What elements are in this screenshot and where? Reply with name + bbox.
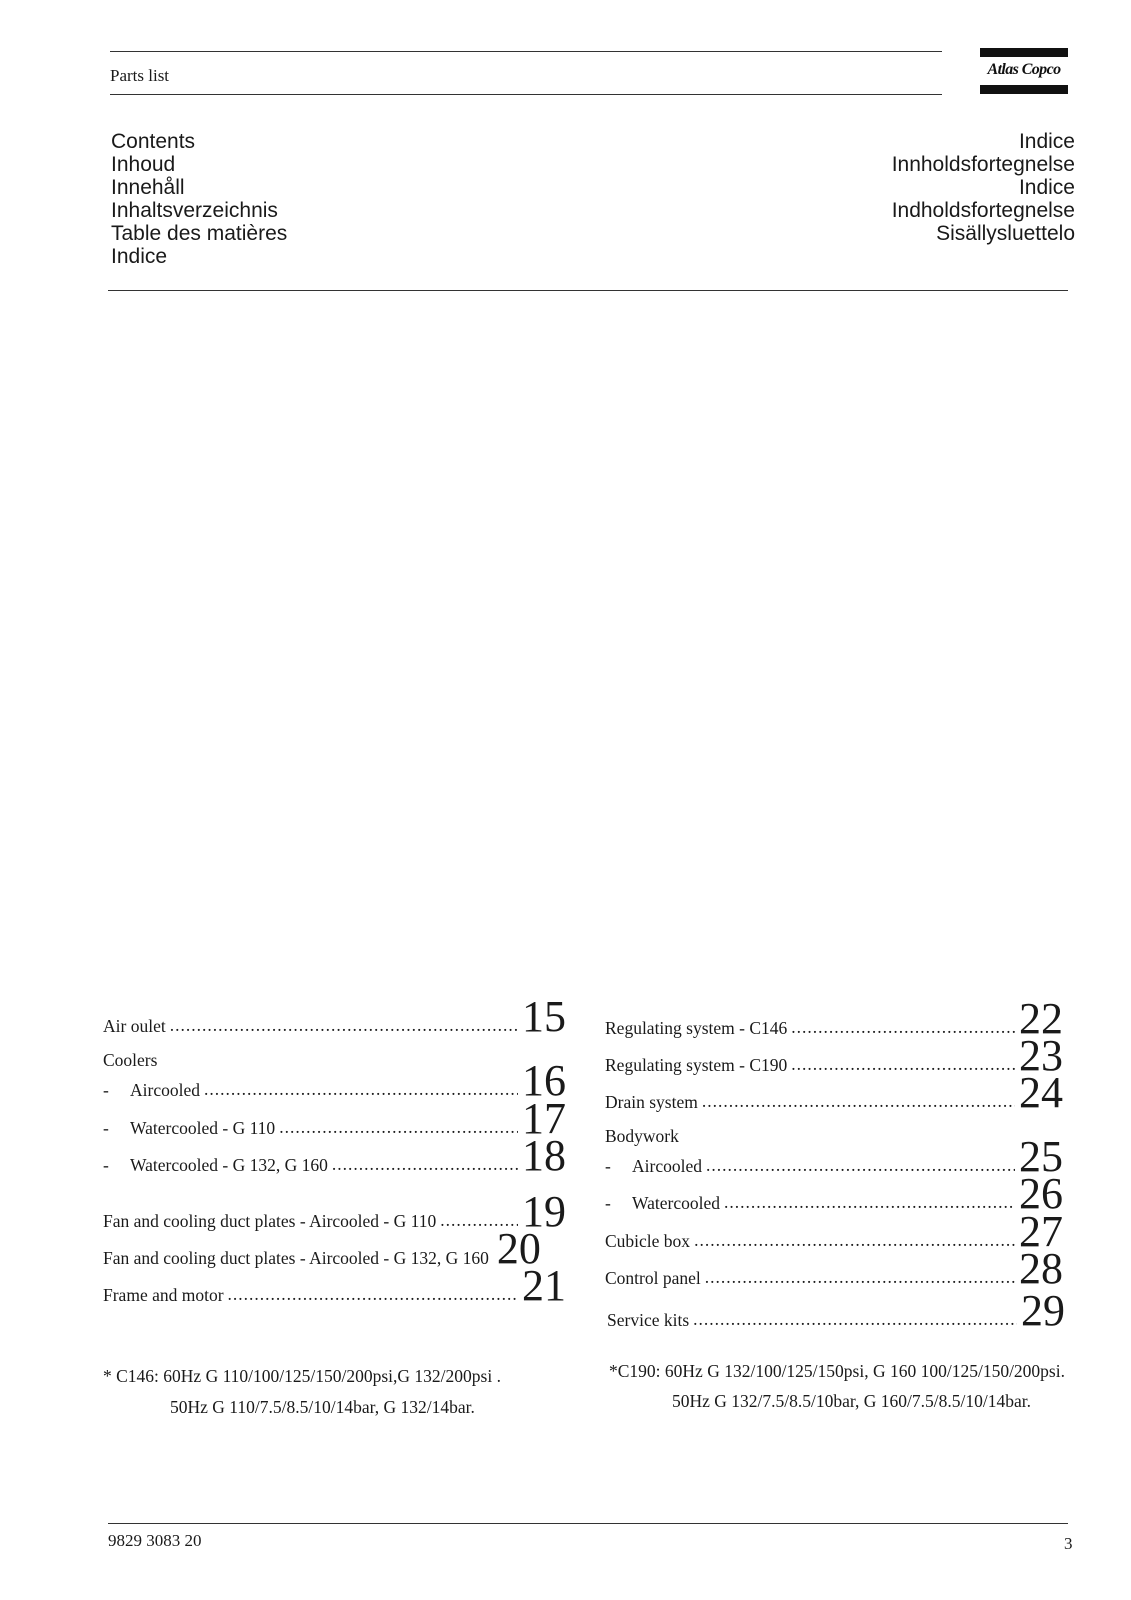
- note-c146-line2: 50Hz G 110/7.5/8.5/10/14bar, G 132/14bar.: [170, 1397, 475, 1417]
- leader-dots: [228, 1286, 518, 1307]
- list-dash: -: [103, 1080, 109, 1100]
- list-dash: -: [605, 1156, 611, 1176]
- toc-label: Regulating system - C146: [605, 1018, 788, 1038]
- leader-dots: [693, 1311, 1017, 1332]
- toc-page-number: 21: [522, 1261, 566, 1310]
- toc-page-number: 16: [522, 1056, 566, 1105]
- leader-dots: [724, 1194, 1015, 1215]
- toc-label: Watercooled - G 110: [130, 1118, 276, 1138]
- toc-label: Aircooled: [632, 1156, 702, 1176]
- leader-dots: [702, 1093, 1015, 1114]
- header-top-rule: [110, 51, 942, 52]
- toc-label: Watercooled - G 132, G 160: [130, 1155, 328, 1175]
- toc-label: Control panel: [605, 1268, 701, 1288]
- title-inhoud: Inhoud: [111, 153, 176, 176]
- title-innholdsfortegnelse: Innholdsfortegnelse: [891, 153, 1075, 176]
- toc-page-number: 26: [1019, 1169, 1063, 1218]
- leader-dots: [170, 1017, 518, 1038]
- toc-page-number: 22: [1019, 994, 1063, 1043]
- toc-entry-cubicle-box[interactable]: [605, 1207, 1065, 1256]
- leader-dots: [204, 1081, 518, 1102]
- toc-page-number: 27: [1019, 1207, 1063, 1256]
- section-heading-coolers: Coolers: [103, 1050, 158, 1070]
- toc-label: Regulating system - C190: [605, 1055, 788, 1075]
- toc-label: Service kits: [607, 1310, 690, 1330]
- atlas-copco-logo: [980, 48, 1068, 94]
- list-dash: -: [605, 1193, 611, 1213]
- toc-entry-regulating-c190[interactable]: [605, 1031, 1065, 1080]
- titles-rule: [108, 290, 1068, 291]
- title-indice: Indice: [1018, 176, 1075, 199]
- toc-entry-fan-duct-g132-g160[interactable]: [103, 1224, 568, 1273]
- document-number: 9829 3083 20: [108, 1531, 202, 1550]
- list-dash: -: [103, 1118, 109, 1138]
- toc-label: Aircooled: [130, 1080, 200, 1100]
- toc-page-number: 17: [522, 1094, 566, 1143]
- title-indholdsfortegnelse: Indholdsfortegnelse: [891, 199, 1075, 222]
- toc-entry-service-kits[interactable]: [607, 1286, 1067, 1335]
- toc-label: Frame and motor: [103, 1285, 224, 1305]
- contents-titles-right: [892, 130, 1075, 245]
- section-heading-bodywork: Bodywork: [605, 1126, 679, 1146]
- toc-entry-control-panel[interactable]: [605, 1244, 1065, 1293]
- toc-page-number: 20: [496, 1224, 541, 1273]
- title-sisallysluettelo: Sisällysluettelo: [936, 222, 1075, 245]
- toc-page-number: 25: [1019, 1132, 1063, 1181]
- toc-label: Fan and cooling duct plates - Aircooled - G 110: [103, 1211, 437, 1231]
- title-contents: Contents: [111, 130, 196, 153]
- contents-titles-left: [111, 130, 287, 268]
- note-c190-line1: *C190: 60Hz G 132/100/125/150psi, G 160 100/125/150/200psi.: [609, 1361, 1065, 1381]
- toc-label: Fan and cooling duct plates - Aircooled - G 132, G 160: [103, 1248, 489, 1268]
- toc-page-number: 15: [522, 992, 566, 1041]
- toc-page-number: 19: [522, 1187, 566, 1236]
- leader-dots: [332, 1156, 518, 1177]
- toc-page-number: 23: [1019, 1031, 1063, 1080]
- toc-page-number: 29: [1021, 1286, 1065, 1335]
- title-indice: Indice: [1018, 130, 1075, 153]
- toc-entry-frame-motor[interactable]: [103, 1261, 568, 1310]
- title-table-des-matieres: Table des matières: [111, 222, 288, 245]
- title-innehall: Innehåll: [111, 176, 185, 199]
- toc-entry-regulating-c146[interactable]: [605, 994, 1065, 1043]
- toc-label: Air oulet: [103, 1016, 166, 1036]
- toc-entry-air-outlet[interactable]: [103, 992, 568, 1041]
- logo-bottom-bar: [980, 85, 1068, 94]
- toc-entry-bodywork-watercooled[interactable]: [605, 1169, 1065, 1218]
- footer-rule: [108, 1523, 1068, 1524]
- leader-dots: [705, 1269, 1015, 1290]
- toc-entry-watercooled-g110[interactable]: [103, 1094, 568, 1143]
- toc-entry-watercooled-g132-g160[interactable]: [103, 1131, 568, 1180]
- note-c190-line2: 50Hz G 132/7.5/8.5/10bar, G 160/7.5/8.5/10/14bar.: [672, 1391, 1031, 1411]
- logo-wordmark: Atlas Copco: [987, 61, 1061, 78]
- toc-page-number: 24: [1019, 1068, 1063, 1117]
- toc-page-number: 28: [1019, 1244, 1063, 1293]
- logo-top-bar: [980, 48, 1068, 57]
- page-number: 3: [1064, 1534, 1073, 1553]
- header-bottom-rule: [110, 94, 942, 95]
- header-label: Parts list: [110, 66, 170, 85]
- title-inhaltsverzeichnis: Inhaltsverzeichnis: [111, 199, 278, 222]
- toc-entry-drain-system[interactable]: [605, 1068, 1065, 1117]
- title-indice: Indice: [111, 245, 168, 268]
- list-dash: -: [103, 1155, 109, 1175]
- toc-label: Drain system: [605, 1092, 698, 1112]
- toc-page-number: 18: [522, 1131, 566, 1180]
- note-c146-line1: * C146: 60Hz G 110/100/125/150/200psi,G 132/200psi .: [103, 1366, 501, 1386]
- toc-label: Watercooled: [632, 1193, 720, 1213]
- toc-label: Cubicle box: [605, 1231, 691, 1251]
